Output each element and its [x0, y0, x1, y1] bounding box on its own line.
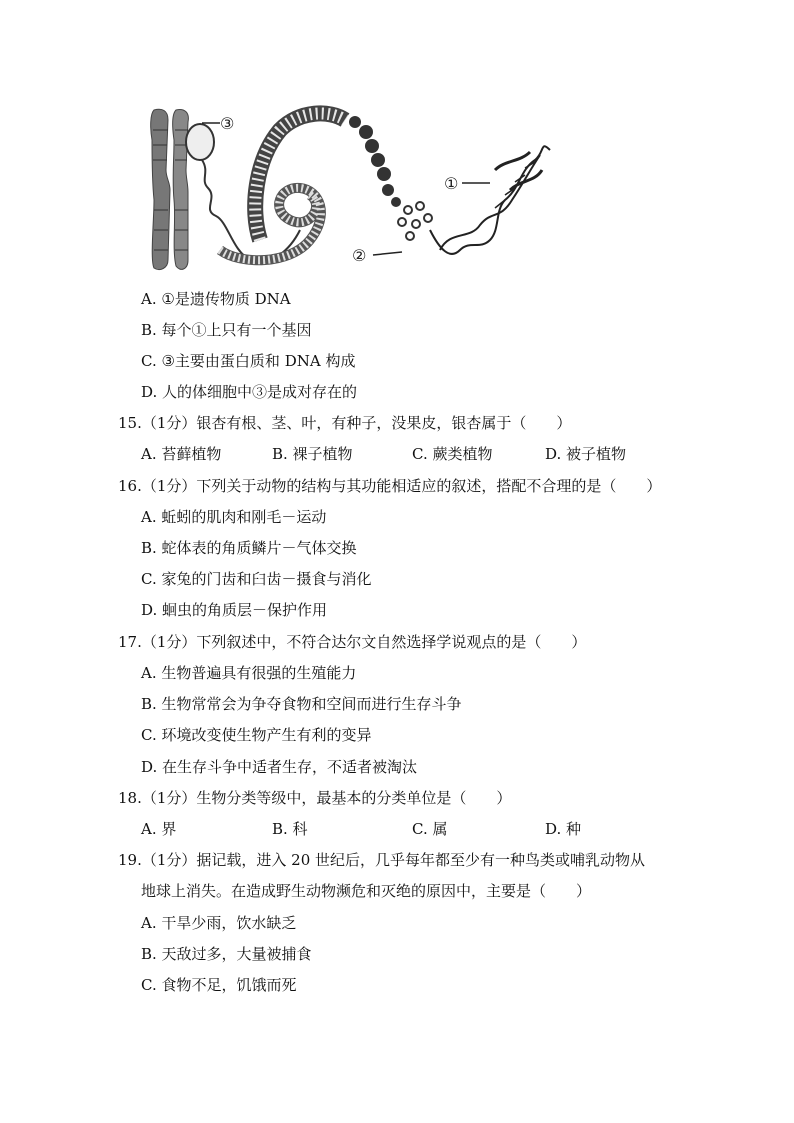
q17-option-b: B. 生物常常会为争夺食物和空间而进行生存斗争 — [141, 695, 462, 713]
q18-option-a: A. 界 — [141, 820, 177, 838]
q15-option-a: A. 苔藓植物 — [141, 445, 222, 463]
chromosome-drawing — [151, 109, 189, 269]
q18-option-c: C. 属 — [412, 820, 448, 838]
chromatin-coil-drawing — [186, 113, 345, 262]
q15-option-b: B. 裸子植物 — [272, 445, 353, 463]
chromosome-dna-figure — [140, 100, 560, 280]
q14-option-d: D. 人的体细胞中③是成对存在的 — [141, 383, 358, 401]
q16-option-a: A. 蚯蚓的肌肉和刚毛－运动 — [141, 508, 327, 526]
q19-option-a: A. 干旱少雨，饮水缺乏 — [141, 914, 297, 932]
marker-1: ① — [444, 174, 459, 193]
q15-stem: 15.（1分）银杏有根、茎、叶，有种子，没果皮，银杏属于（ ） — [118, 414, 572, 432]
q17-option-d: D. 在生存斗争中适者生存，不适者被淘汰 — [141, 758, 418, 776]
q16-stem: 16.（1分）下列关于动物的结构与其功能相适应的叙述，搭配不合理的是（ ） — [118, 477, 662, 495]
q19-stem-line1: 19.（1分）据记载，进入 20 世纪后，几乎每年都至少有一种鸟类或哺乳动物从 — [118, 851, 646, 869]
q18-option-d: D. 种 — [545, 820, 582, 838]
q15-option-c: C. 蕨类植物 — [412, 445, 493, 463]
q14-option-b: B. 每个①上只有一个基因 — [141, 321, 312, 339]
marker-3: ③ — [220, 114, 235, 133]
q17-option-a: A. 生物普遍具有很强的生殖能力 — [141, 664, 357, 682]
q17-stem: 17.（1分）下列叙述中，不符合达尔文自然选择学说观点的是（ ） — [118, 633, 587, 651]
q16-option-c: C. 家兔的门齿和臼齿－摄食与消化 — [141, 570, 372, 588]
q14-option-a: A. ①是遗传物质 DNA — [141, 290, 291, 308]
pointer-line-2 — [373, 252, 402, 255]
q16-option-b: B. 蛇体表的角质鳞片－气体交换 — [141, 539, 357, 557]
q19-option-b: B. 天敌过多，大量被捕食 — [141, 945, 312, 963]
marker-2: ② — [352, 246, 367, 265]
q18-stem: 18.（1分）生物分类等级中，最基本的分类单位是（ ） — [118, 789, 512, 807]
q15-option-d: D. 被子植物 — [545, 445, 627, 463]
dna-helix-drawing — [430, 146, 550, 254]
q19-stem-line2: 地球上消失。在造成野生动物濒危和灭绝的原因中，主要是（ ） — [141, 882, 592, 900]
q18-option-b: B. 科 — [272, 820, 308, 838]
q19-option-c: C. 食物不足，饥饿而死 — [141, 976, 297, 994]
q16-option-d: D. 蛔虫的角质层－保护作用 — [141, 601, 328, 619]
nucleosome-beads-drawing — [349, 116, 432, 240]
q14-option-c: C. ③主要由蛋白质和 DNA 构成 — [141, 352, 356, 370]
q17-option-c: C. 环境改变使生物产生有利的变异 — [141, 726, 372, 744]
